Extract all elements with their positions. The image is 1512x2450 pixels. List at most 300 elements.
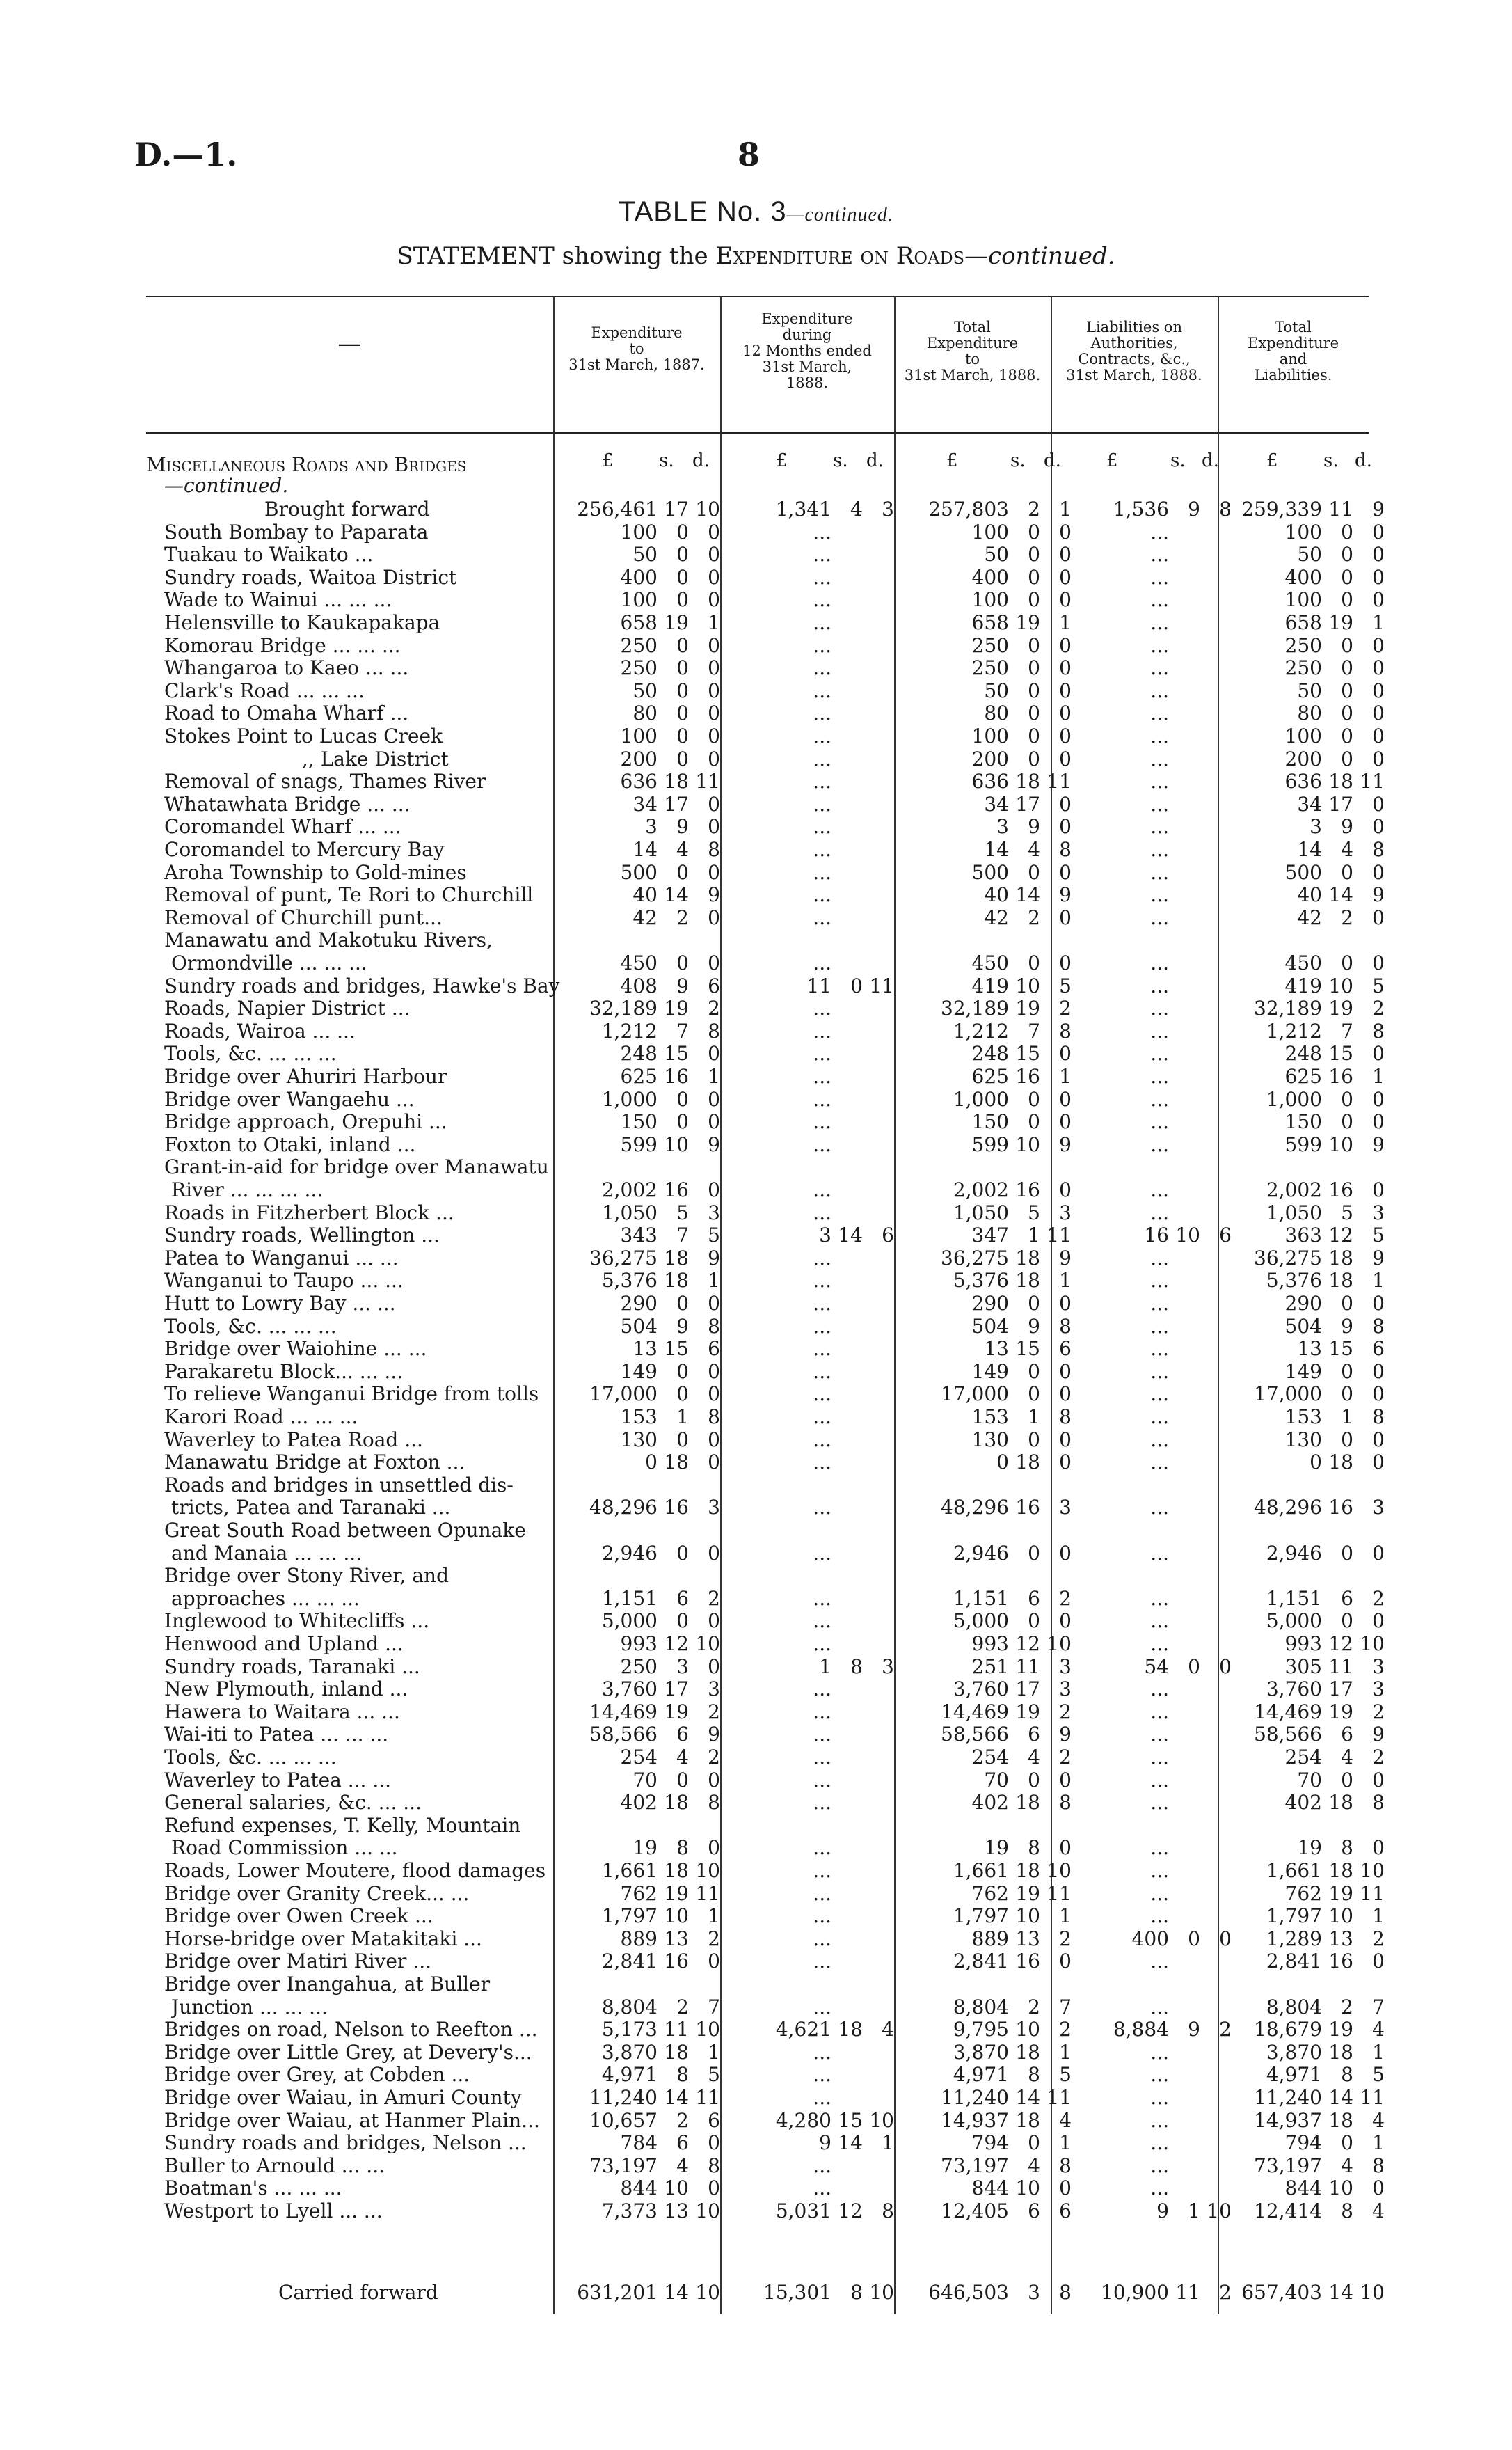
row-cell: 9 (1059, 883, 1072, 907)
row-cell: 251 (971, 1654, 1009, 1678)
row-cell: 10 (1207, 2199, 1232, 2222)
table-row (146, 1700, 1385, 1723)
row-cell: 11 (869, 974, 894, 997)
row-cell: ... (1150, 1836, 1169, 1860)
row-cell: 0 (1028, 860, 1040, 884)
row-cell: 1,212 (1266, 1019, 1322, 1043)
row-cell: 150 (971, 1110, 1009, 1134)
row-cell: 993 (620, 1632, 658, 1655)
row-cell: 0 (1059, 1178, 1072, 1201)
row-cell: 2 (1059, 1700, 1072, 1723)
row-cell: 625 (971, 1065, 1009, 1088)
row-cell: ... (1150, 815, 1169, 839)
row-cell: ... (1150, 1201, 1169, 1224)
table-row (146, 1359, 1385, 1383)
row-cell: 3 (1372, 1654, 1385, 1678)
row-cell: ... (813, 1337, 831, 1361)
row-cell: 4 (850, 498, 863, 521)
row-cell: ... (813, 1292, 831, 1315)
row-cell: 5,000 (953, 1609, 1009, 1633)
row-cell: 9 (676, 1314, 689, 1338)
row-cell: 15 (664, 1042, 689, 1066)
row-cell: 4 (1028, 2153, 1040, 2177)
row-description: Whangaroa to Kaeo ... ... (164, 656, 409, 680)
row-description: Roads, Wairoa ... ... (164, 1019, 356, 1043)
row-cell: 9 (1188, 498, 1200, 521)
row-cell: 2 (708, 1746, 720, 1769)
row-cell: 0 (708, 1359, 720, 1383)
row-cell: 19 (664, 1881, 689, 1905)
table-title: TABLE No. 3—continued. (619, 196, 893, 227)
row-cell: 14 (664, 883, 689, 907)
row-cell: 19 (1015, 997, 1040, 1020)
table-row (146, 792, 1385, 816)
row-cell: ... (1150, 1359, 1169, 1383)
row-cell: 10 (664, 1132, 689, 1156)
table-row (146, 679, 1385, 702)
table-row (146, 1654, 1385, 1678)
row-cell: ... (1150, 1292, 1169, 1315)
table-row (146, 565, 1385, 589)
row-cell: 599 (620, 1132, 658, 1156)
row-cell: ... (813, 951, 831, 974)
row-cell: ... (813, 1087, 831, 1111)
row-description: Whatawhata Bridge ... ... (164, 792, 411, 816)
row-cell: 250 (620, 633, 658, 657)
row-cell: 0 (1372, 1178, 1385, 1201)
row-cell: 2 (1028, 1995, 1040, 2018)
row-description: Road Commission ... ... (171, 1836, 398, 1860)
row-cell: 402 (1284, 1791, 1322, 1815)
row-cell: 8 (1372, 1405, 1385, 1428)
row-cell: ... (1150, 725, 1169, 748)
row-cell: 70 (632, 1768, 658, 1792)
table-row (146, 1178, 1385, 1201)
row-cell: 5 (1059, 2063, 1072, 2087)
table-row (146, 2131, 1385, 2155)
row-cell: 889 (971, 1927, 1009, 1950)
row-description: Roads in Fitzherbert Block ... (164, 1201, 454, 1224)
row-cell: 14 (632, 838, 658, 861)
table-row (146, 838, 1385, 861)
row-cell: 9 (708, 1723, 720, 1746)
row-cell: ... (1150, 1950, 1169, 1973)
table-row (146, 1224, 1385, 1247)
row-cell: 11,240 (589, 2086, 658, 2109)
row-cell: 6 (1372, 1337, 1385, 1361)
row-cell: 10 (695, 1632, 720, 1655)
row-cell: ... (1150, 543, 1169, 567)
row-cell: 10 (869, 2108, 894, 2132)
row-cell: ... (1150, 747, 1169, 770)
row-cell: 3 (1059, 1496, 1072, 1519)
row-cell: ... (813, 1451, 831, 1474)
row-cell: 500 (620, 860, 658, 884)
row-cell: 0 (1028, 656, 1040, 680)
row-cell: 1,661 (601, 1859, 658, 1882)
row-cell: 4,971 (953, 2063, 1009, 2087)
row-description: Sundry roads, Taranaki ... (164, 1654, 420, 1678)
row-cell: ... (813, 1496, 831, 1519)
row-cell: 100 (620, 725, 658, 748)
row-cell: 0 (1028, 1292, 1040, 1315)
row-cell: 19 (1328, 611, 1353, 634)
row-description: Waverley to Patea Road ... (164, 1428, 423, 1451)
row-cell: 3 (708, 1201, 720, 1224)
row-cell: 0 (1341, 702, 1353, 725)
row-cell: 6 (1219, 1224, 1232, 1247)
table-row (146, 1314, 1385, 1338)
row-cell: ... (813, 860, 831, 884)
row-cell: 18 (664, 770, 689, 793)
row-description: Bridge over Ahuriri Harbour (164, 1065, 447, 1088)
row-cell: 1,000 (953, 1087, 1009, 1111)
row-cell: 14,469 (1254, 1700, 1322, 1723)
row-cell: 9,795 (953, 2018, 1009, 2041)
row-cell: 0 (1059, 1042, 1072, 1066)
row-cell: 80 (632, 702, 658, 725)
row-cell: 10 (695, 1859, 720, 1882)
row-cell: 18 (1015, 1451, 1040, 1474)
row-cell: 0 (1028, 565, 1040, 589)
row-cell: 5 (1059, 974, 1072, 997)
row-cell: 10 (1047, 1859, 1072, 1882)
row-cell: 19 (1328, 997, 1353, 1020)
row-cell: 8 (708, 1791, 720, 1815)
row-cell: 1 (708, 2040, 720, 2064)
row-cell: 6 (1341, 1586, 1353, 1610)
row-cell: 36,275 (941, 1246, 1009, 1270)
row-cell: 257,803 (928, 498, 1009, 521)
row-description: Inglewood to Whitecliffs ... (164, 1609, 430, 1633)
table-row (146, 1451, 1385, 1474)
row-cell: 0 (1310, 1451, 1322, 1474)
row-cell: 19 (1015, 1881, 1040, 1905)
row-cell: 8 (708, 1019, 720, 1043)
row-cell: 15 (1015, 1042, 1040, 1066)
row-cell: 13 (664, 2199, 689, 2222)
row-cell: 8 (1372, 1314, 1385, 1338)
row-cell: 0 (676, 1609, 689, 1633)
row-cell: 9 (1341, 815, 1353, 839)
row-cell: 0 (676, 1768, 689, 1792)
row-cell: 0 (1341, 1292, 1353, 1315)
row-cell: 0 (1059, 2176, 1072, 2200)
table-row (146, 1881, 1385, 1905)
row-cell: 0 (1028, 1768, 1040, 1792)
row-cell: 11,240 (1254, 2086, 1322, 2109)
row-cell: ... (1150, 1087, 1169, 1111)
row-cell: 0 (1372, 860, 1385, 884)
row-cell: 1 (1059, 611, 1072, 634)
row-cell: 42 (984, 906, 1009, 929)
row-cell: 2,946 (953, 1541, 1009, 1565)
row-cell: 844 (620, 2176, 658, 2200)
row-cell: 2 (708, 997, 720, 1020)
row-cell: 10 (1328, 2176, 1353, 2200)
row-cell: 0 (708, 1768, 720, 1792)
row-cell: ... (1150, 1609, 1169, 1633)
row-cell: 9 (1372, 883, 1385, 907)
row-cell: 19 (664, 611, 689, 634)
row-cell: 12 (664, 1632, 689, 1655)
row-cell: ... (1150, 2040, 1169, 2064)
row-cell: 50 (632, 679, 658, 702)
row-cell: 794 (1284, 2131, 1322, 2155)
row-cell: ... (813, 1382, 831, 1406)
header-rule (146, 432, 1369, 434)
row-cell: 0 (1372, 565, 1385, 589)
row-description: Patea to Wanganui ... ... (164, 1246, 399, 1270)
row-cell: 0 (708, 1950, 720, 1973)
row-cell: 9 (708, 883, 720, 907)
row-cell: 58,566 (941, 1723, 1009, 1746)
row-cell: ... (813, 1836, 831, 1860)
row-cell: 784 (620, 2131, 658, 2155)
row-cell: 18 (1015, 1246, 1040, 1270)
row-cell: 0 (1028, 679, 1040, 702)
row-cell: 5,031 (775, 2199, 831, 2222)
row-cell: 5 (708, 2063, 720, 2087)
row-description: Sundry roads, Wellington ... (164, 1224, 440, 1247)
expenditure-table (146, 296, 1385, 2314)
row-cell: 11 (1328, 1654, 1353, 1678)
row-cell: 36,275 (1254, 1246, 1322, 1270)
row-cell: 18 (1328, 2108, 1353, 2132)
row-cell: 2 (708, 1700, 720, 1723)
table-row (146, 770, 1385, 793)
row-cell: 0 (708, 1654, 720, 1678)
row-cell: 200 (1284, 747, 1322, 770)
row-cell: 0 (1372, 1609, 1385, 1633)
row-cell: 0 (1341, 747, 1353, 770)
row-description: General salaries, &c. ... ... (164, 1791, 422, 1815)
row-cell: ... (1150, 1382, 1169, 1406)
row-cell: 1,151 (953, 1586, 1009, 1610)
row-cell: ... (1150, 1496, 1169, 1519)
row-cell: 2 (708, 1586, 720, 1610)
row-cell: 599 (971, 1132, 1009, 1156)
row-cell: 9 (1028, 1314, 1040, 1338)
row-cell: 17 (1328, 1677, 1353, 1701)
row-cell: 9 (1341, 1314, 1353, 1338)
row-cell: ... (1150, 2108, 1169, 2132)
row-cell: 153 (1284, 1405, 1322, 1428)
row-cell: 1 (1341, 1405, 1353, 1428)
row-cell: 10 (1360, 1632, 1385, 1655)
table-row (146, 974, 1385, 997)
table-row (146, 2086, 1385, 2109)
row-cell: 1 (1059, 1904, 1072, 1928)
row-cell: 0 (1372, 1950, 1385, 1973)
row-cell: ... (1150, 1586, 1169, 1610)
row-cell: 18 (664, 1451, 689, 1474)
row-cell: 50 (984, 679, 1009, 702)
row-cell: 0 (676, 1428, 689, 1451)
row-cell: 13 (632, 1337, 658, 1361)
row-cell: 8 (676, 1836, 689, 1860)
row-cell: ... (1150, 1791, 1169, 1815)
row-cell: 1,050 (953, 1201, 1009, 1224)
row-cell: 0 (708, 2176, 720, 2200)
table-row (146, 588, 1385, 612)
row-cell: 6 (676, 1723, 689, 1746)
row-cell: 6 (708, 974, 720, 997)
table-row (146, 2040, 1385, 2064)
row-cell: 12,414 (1254, 2199, 1322, 2222)
row-cell: ... (1150, 770, 1169, 793)
row-cell: 5,376 (953, 1269, 1009, 1293)
row-cell: 10 (664, 1904, 689, 1928)
row-cell: 7 (1028, 1019, 1040, 1043)
row-cell: ... (813, 1042, 831, 1066)
row-cell: 0 (1341, 1768, 1353, 1792)
row-cell: 0 (676, 1382, 689, 1406)
row-cell: 250 (971, 633, 1009, 657)
row-cell: ... (1150, 1881, 1169, 1905)
row-cell: 11 (695, 770, 720, 793)
row-cell: 0 (1059, 725, 1072, 748)
row-cell: 4 (1372, 2108, 1385, 2132)
row-cell: ... (813, 747, 831, 770)
row-cell: 18 (1015, 1269, 1040, 1293)
row-cell: ... (813, 1132, 831, 1156)
row-cell: ... (813, 611, 831, 634)
row-cell: ... (813, 1768, 831, 1792)
row-cell: 1,212 (953, 1019, 1009, 1043)
row-cell: 0 (1059, 792, 1072, 816)
row-cell: 8 (1059, 1405, 1072, 1428)
row-cell: 3 (1372, 1677, 1385, 1701)
row-cell: 419 (1284, 974, 1322, 997)
row-cell: 1 (1059, 2040, 1072, 2064)
row-cell: 0 (1372, 1382, 1385, 1406)
row-cell: 8 (708, 838, 720, 861)
row-cell: 9 (819, 2131, 831, 2155)
row-cell: 8 (882, 2199, 894, 2222)
row-cell: 36,275 (589, 1246, 658, 1270)
row-cell: 11 (1360, 770, 1385, 793)
row-cell: 0 (1341, 2131, 1353, 2155)
row-cell: 15 (1328, 1042, 1353, 1066)
row-cell: 0 (1059, 1541, 1072, 1565)
row-cell: ... (813, 2063, 831, 2087)
page-number: 8 (738, 136, 761, 173)
row-cell: ... (813, 1110, 831, 1134)
row-cell: ... (813, 1609, 831, 1633)
row-cell: 0 (1372, 1087, 1385, 1111)
table-row (146, 543, 1385, 567)
row-cell: 11 (806, 974, 831, 997)
row-cell: 14 (1328, 883, 1353, 907)
row-description: Roads, Napier District ... (164, 997, 411, 1020)
row-cell: 18 (838, 2018, 863, 2041)
row-cell: 18 (1328, 1269, 1353, 1293)
row-cell: 4 (1028, 1746, 1040, 1769)
row-cell: ... (1150, 1337, 1169, 1361)
row-cell: 0 (1372, 679, 1385, 702)
row-description: Bridge over Granity Creek... ... (164, 1881, 470, 1905)
row-description: Horse-bridge over Matakitaki ... (164, 1927, 482, 1950)
row-cell: 200 (620, 747, 658, 770)
row-cell: 9 (708, 1132, 720, 1156)
table-row (146, 906, 1385, 929)
desc-column-header: — (337, 330, 362, 358)
row-cell: ... (1150, 1269, 1169, 1293)
row-description: Wanganui to Taupo ... ... (164, 1269, 404, 1293)
row-cell: 3 (1372, 1496, 1385, 1519)
row-cell: 10 (664, 2176, 689, 2200)
row-description: Komorau Bridge ... ... ... (164, 633, 401, 657)
row-cell: 11 (1047, 1881, 1072, 1905)
row-cell: 0 (1341, 656, 1353, 680)
row-description: Roads, Lower Moutere, flood damages (164, 1859, 546, 1882)
table-row (146, 951, 1385, 974)
row-cell: ... (1150, 1405, 1169, 1428)
row-cell: 500 (971, 860, 1009, 884)
row-cell: 9 (1372, 498, 1385, 521)
row-cell: 0 (1028, 520, 1040, 544)
row-cell: ... (1150, 1768, 1169, 1792)
row-cell: ... (813, 1632, 831, 1655)
row-cell: ... (1150, 1314, 1169, 1338)
row-cell: 11 (664, 2018, 689, 2041)
row-cell: 8 (1059, 1314, 1072, 1338)
row-description: Bridge over Stony River, and (164, 1564, 449, 1588)
row-cell: 1 (708, 1269, 720, 1293)
row-cell: 11,240 (941, 2086, 1009, 2109)
row-cell: 0 (1341, 520, 1353, 544)
row-cell: 1,151 (601, 1586, 658, 1610)
row-cell: ... (813, 1677, 831, 1701)
row-cell: 14 (664, 2086, 689, 2109)
row-cell: 18 (1015, 2108, 1040, 2132)
table-row (146, 725, 1385, 748)
row-cell: 14 (1328, 2086, 1353, 2109)
row-cell: 14,469 (941, 1700, 1009, 1723)
row-description: Coromandel to Mercury Bay (164, 838, 445, 861)
row-cell: 0 (1059, 1609, 1072, 1633)
row-cell: 0 (1341, 588, 1353, 612)
row-cell: 0 (708, 1110, 720, 1134)
row-cell: 16 (664, 1950, 689, 1973)
row-cell: 3 (1059, 1201, 1072, 1224)
row-cell: 402 (971, 1791, 1009, 1815)
row-cell: 18 (1328, 1246, 1353, 1270)
row-description: Buller to Arnould ... ... (164, 2153, 385, 2177)
row-cell: 100 (620, 588, 658, 612)
row-cell: ... (813, 792, 831, 816)
row-cell: 2 (1028, 906, 1040, 929)
row-cell: 450 (1284, 951, 1322, 974)
row-cell: 12 (1015, 1632, 1040, 1655)
table-row (146, 2153, 1385, 2177)
row-cell: 100 (620, 520, 658, 544)
row-cell: 2,002 (1266, 1178, 1322, 1201)
row-description: Henwood and Upland ... (164, 1632, 404, 1655)
row-cell: ... (1150, 1246, 1169, 1270)
row-cell: 636 (1284, 770, 1322, 793)
row-cell: 2,002 (953, 1178, 1009, 1201)
table-row (146, 1746, 1385, 1769)
row-cell: 130 (1284, 1428, 1322, 1451)
carried-forward-label: Carried forward (278, 2281, 438, 2304)
row-description: Removal of punt, Te Rori to Churchill (164, 883, 534, 907)
row-cell: 762 (1284, 1881, 1322, 1905)
table-row (146, 1814, 1369, 1837)
row-cell: ... (813, 1428, 831, 1451)
row-cell: 15 (664, 1337, 689, 1361)
